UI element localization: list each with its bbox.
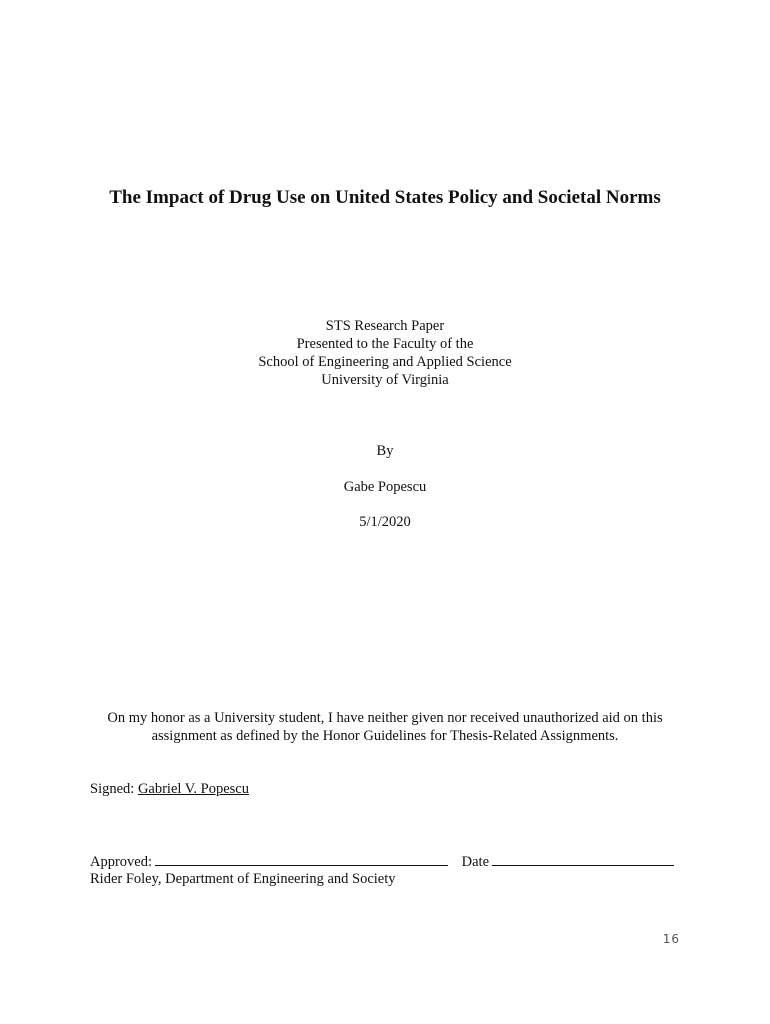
approver-name: Rider Foley, Department of Engineering and Society (90, 871, 396, 887)
paper-subtitle-block (0, 317, 770, 389)
signature-name: Gabriel V. Popescu (137, 781, 249, 797)
author-name: Gabe Popescu (343, 479, 427, 495)
page-number: 16 (662, 932, 680, 946)
date-label: Date (461, 854, 490, 870)
by-label: By (376, 443, 394, 459)
honor-pledge: On my honor as a University student, I have neither given nor received unauthorized aid on this assignment as defined by the Honor Guidelines for Thesis-Related Assignments. (107, 710, 663, 744)
subtitle-line: School of Engineering and Applied Science (258, 354, 512, 370)
subtitle-line: STS Research Paper (325, 318, 445, 334)
subtitle-line: Presented to the Faculty of the (296, 336, 474, 352)
approval-line (90, 852, 690, 871)
paper-title: The Impact of Drug Use on United States Policy and Societal Norms (109, 187, 661, 208)
signed-label: Signed: (90, 781, 135, 797)
subtitle-line: University of Virginia (321, 372, 449, 388)
approved-label: Approved: (90, 854, 153, 870)
submission-date: 5/1/2020 (359, 514, 411, 530)
date-blank (492, 852, 674, 866)
approver-signature-blank (155, 852, 448, 866)
signature-line (90, 780, 249, 798)
